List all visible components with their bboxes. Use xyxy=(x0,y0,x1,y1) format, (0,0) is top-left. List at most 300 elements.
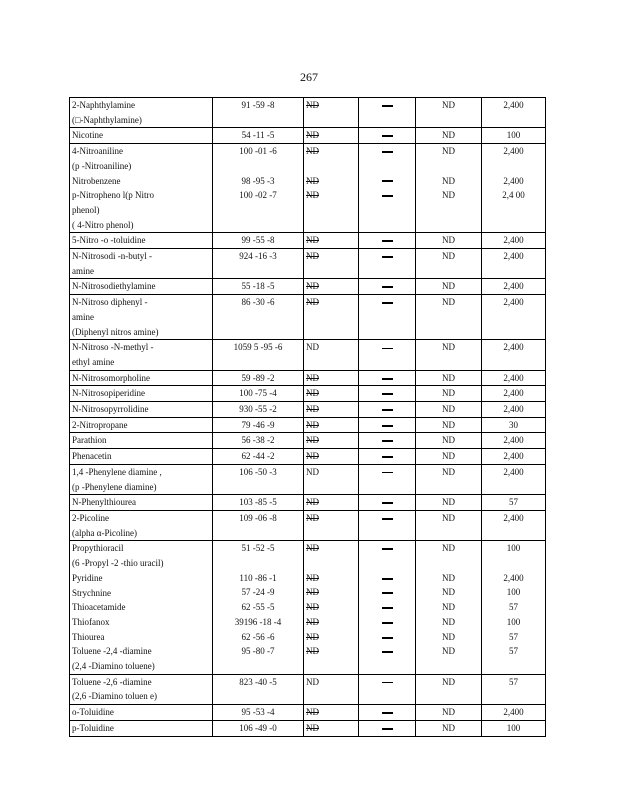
dash-cell xyxy=(359,402,416,418)
limit-d-value: ND xyxy=(442,146,455,157)
cas-number-cell xyxy=(213,433,304,449)
limit-e-value: 2,400 xyxy=(503,342,524,353)
cas-number: 56 -38 -2 xyxy=(241,435,275,446)
limit-d-cell xyxy=(416,495,482,511)
limit-d-cell xyxy=(416,464,482,494)
limit-b-value: ND xyxy=(306,543,319,554)
chemical-name: 2-Picoline xyxy=(72,512,109,523)
limit-e-cell xyxy=(482,402,546,418)
limit-d-value: ND xyxy=(442,281,455,292)
limit-b-cell xyxy=(304,279,359,295)
cas-number: 100 -02 -7 xyxy=(239,190,277,201)
limit-b-cell xyxy=(304,720,359,736)
chemical-name: Nitrobenzene xyxy=(72,175,121,186)
limit-e-value: 2,400 xyxy=(503,466,524,477)
limit-d-cell xyxy=(416,510,482,540)
chemical-name: ( 4-Nitro phenol) xyxy=(72,219,134,230)
chemical-name-cell xyxy=(70,417,213,433)
dash-mark xyxy=(382,622,393,624)
cas-number: 106 -49 -0 xyxy=(239,722,277,733)
dash-mark xyxy=(382,548,393,550)
dash-mark xyxy=(382,180,393,182)
limit-b-value: ND xyxy=(306,646,319,657)
table-row xyxy=(70,433,546,449)
dash-cell xyxy=(359,233,416,249)
table-row xyxy=(70,495,546,511)
limit-b-value: ND xyxy=(306,146,319,157)
chemical-name: 2-Naphthylamine xyxy=(72,100,135,110)
limit-b-value: ND xyxy=(306,466,319,477)
chemical-name: N-Nitroso diphenyl - xyxy=(72,297,148,308)
chemical-name: N-Nitrosodiethylamine xyxy=(72,281,156,292)
cas-number: 99 -55 -8 xyxy=(241,235,275,246)
table-row xyxy=(70,340,546,370)
limit-b-value: ND xyxy=(306,451,319,462)
limit-d-value: ND xyxy=(442,572,455,583)
limit-e-value: 2,400 xyxy=(503,404,524,415)
limit-e-value: 2,400 xyxy=(503,146,524,157)
chemical-name-cell xyxy=(70,128,213,144)
cas-number-cell xyxy=(213,386,304,402)
limit-b-cell xyxy=(304,417,359,433)
limit-e-cell xyxy=(482,705,546,721)
cas-number: 54 -11 -5 xyxy=(241,130,275,141)
chemical-name-cell xyxy=(70,705,213,721)
limit-d-value: ND xyxy=(442,100,455,110)
cas-number: 95 -80 -7 xyxy=(241,646,275,657)
cas-number-cell xyxy=(213,720,304,736)
limit-b-value: ND xyxy=(306,190,319,201)
cas-number: 95 -53 -4 xyxy=(241,707,275,718)
cas-number: 79 -46 -9 xyxy=(241,419,275,430)
limit-b-value: ND xyxy=(306,297,319,308)
dash-mark xyxy=(382,472,393,473)
limit-d-value: ND xyxy=(442,130,455,141)
cas-number-cell xyxy=(213,279,304,295)
dash-mark xyxy=(382,518,393,520)
chemical-name-cell xyxy=(70,98,213,128)
cas-number-cell xyxy=(213,249,304,279)
dash-mark xyxy=(382,302,393,304)
limit-b-cell xyxy=(304,674,359,704)
chemical-name: Strychnine xyxy=(72,587,111,598)
cas-number: 1059 5 -95 -6 xyxy=(233,342,283,353)
chemical-name-cell xyxy=(70,402,213,418)
cas-number-cell xyxy=(213,402,304,418)
limit-e-value: 2,400 xyxy=(503,251,524,262)
cas-number-cell xyxy=(213,705,304,721)
chemical-name: N-Phenylthiourea xyxy=(72,497,136,508)
chemical-name-cell xyxy=(70,249,213,279)
dash-cell xyxy=(359,144,416,233)
cas-number: 62 -44 -2 xyxy=(241,451,275,462)
cas-number: 98 -95 -3 xyxy=(241,175,275,186)
chemical-name-cell xyxy=(70,144,213,233)
chemical-name: Toluene -2,6 -diamine xyxy=(72,676,152,687)
cas-number-cell xyxy=(213,464,304,494)
cas-number-cell xyxy=(213,370,304,386)
limit-b-value: ND xyxy=(306,435,319,446)
chemical-name: N-Nitrosopiperidine xyxy=(72,388,145,399)
limit-b-value xyxy=(306,556,356,571)
limit-e-value: 100 xyxy=(506,722,521,733)
chemical-name: (□-Naphthylamine) xyxy=(72,114,142,125)
dash-mark xyxy=(382,637,393,639)
chemical-name: Propythioracil xyxy=(72,543,124,554)
limit-b-cell xyxy=(304,541,359,674)
chemical-name-cell xyxy=(70,449,213,465)
dash-cell xyxy=(359,720,416,736)
limit-e-value: 100 xyxy=(506,616,521,627)
chemical-name: Thiofanox xyxy=(72,616,110,627)
limit-e-cell xyxy=(482,495,546,511)
limit-e-value: 57 xyxy=(509,676,518,687)
dash-cell xyxy=(359,128,416,144)
dash-mark xyxy=(382,578,393,580)
chemical-table xyxy=(69,97,546,737)
table-row xyxy=(70,279,546,295)
limit-e-cell xyxy=(482,541,546,674)
chemical-name: (2,6 -Diamino toluen e) xyxy=(72,691,157,702)
dash-cell xyxy=(359,370,416,386)
chemical-name: Thioacetamide xyxy=(72,602,126,613)
limit-e-cell xyxy=(482,233,546,249)
limit-d-cell xyxy=(416,128,482,144)
chemical-name-cell xyxy=(70,279,213,295)
limit-b-cell xyxy=(304,449,359,465)
table-row xyxy=(70,386,546,402)
dash-cell xyxy=(359,541,416,674)
chemical-name: Pyridine xyxy=(72,572,103,583)
chemical-name: (6 -Propyl -2 -thio uracil) xyxy=(72,558,164,569)
cas-number: 823 -40 -5 xyxy=(239,676,277,687)
limit-b-value: ND xyxy=(306,372,319,383)
limit-e-value xyxy=(484,159,543,174)
limit-d-cell xyxy=(416,417,482,433)
table-row xyxy=(70,295,546,340)
limit-b-value: ND xyxy=(306,419,319,430)
limit-b-cell xyxy=(304,386,359,402)
dash-cell xyxy=(359,433,416,449)
cas-number: 62 -56 -6 xyxy=(241,631,275,642)
limit-d-cell xyxy=(416,433,482,449)
chemical-name-cell xyxy=(70,233,213,249)
chemical-name: amine xyxy=(72,311,94,322)
limit-e-cell xyxy=(482,417,546,433)
chemical-name: 4-Nitroaniline xyxy=(72,146,123,157)
limit-e-value: 2,400 xyxy=(503,435,524,446)
limit-b-value: ND xyxy=(306,602,319,613)
dash-mark xyxy=(382,728,393,730)
limit-b-value: ND xyxy=(306,631,319,642)
dash-mark xyxy=(382,502,393,504)
chemical-name-cell xyxy=(70,541,213,674)
limit-d-value: ND xyxy=(442,372,455,383)
cas-number: 106 -50 -3 xyxy=(239,466,277,477)
cas-number: 103 -85 -5 xyxy=(239,497,277,508)
limit-d-value: ND xyxy=(442,512,455,523)
chemical-name: (p -Nitroaniline) xyxy=(72,160,132,171)
chemical-name-cell xyxy=(70,720,213,736)
limit-e-value: 2,400 xyxy=(503,297,524,308)
dash-mark xyxy=(382,151,393,153)
limit-e-cell xyxy=(482,720,546,736)
chemical-name-cell xyxy=(70,386,213,402)
cas-number: 59 -89 -2 xyxy=(241,372,275,383)
limit-d-value: ND xyxy=(442,435,455,446)
cas-number: 86 -30 -6 xyxy=(241,297,275,308)
limit-b-value: ND xyxy=(306,235,319,246)
limit-d-value: ND xyxy=(442,602,455,613)
limit-d-value: ND xyxy=(442,297,455,308)
limit-d-value: ND xyxy=(442,235,455,246)
table-row xyxy=(70,464,546,494)
chemical-name-cell xyxy=(70,464,213,494)
dash-mark xyxy=(382,286,393,288)
chemical-name: N-Nitrosomorpholine xyxy=(72,372,150,383)
limit-e-cell xyxy=(482,279,546,295)
dash-mark xyxy=(382,682,393,683)
cas-number-cell xyxy=(213,541,304,674)
dash-cell xyxy=(359,249,416,279)
limit-d-value: ND xyxy=(442,388,455,399)
table-row xyxy=(70,449,546,465)
limit-d-value xyxy=(418,159,479,174)
cas-number xyxy=(215,159,301,174)
limit-b-value: ND xyxy=(306,100,319,110)
limit-b-value: ND xyxy=(306,342,319,353)
limit-e-cell xyxy=(482,295,546,340)
limit-d-cell xyxy=(416,144,482,233)
dash-mark xyxy=(382,105,393,107)
limit-d-value: ND xyxy=(442,404,455,415)
chemical-name-cell xyxy=(70,674,213,704)
limit-b-cell xyxy=(304,495,359,511)
limit-b-cell xyxy=(304,464,359,494)
limit-d-cell xyxy=(416,720,482,736)
cas-number: 51 -52 -5 xyxy=(241,543,275,554)
limit-d-cell xyxy=(416,279,482,295)
chemical-name: (2,4 -Diamino toluene) xyxy=(72,661,155,672)
chemical-name: Toluene -2,4 -diamine xyxy=(72,646,152,657)
cas-number: 91 -59 -8 xyxy=(241,100,275,110)
limit-d-value: ND xyxy=(442,616,455,627)
limit-e-value: 57 xyxy=(509,602,518,613)
cas-number-cell xyxy=(213,449,304,465)
limit-e-cell xyxy=(482,128,546,144)
limit-d-value: ND xyxy=(442,466,455,477)
dash-mark xyxy=(382,425,393,427)
limit-e-cell xyxy=(482,386,546,402)
limit-b-cell xyxy=(304,295,359,340)
cas-number-cell xyxy=(213,295,304,340)
limit-d-value: ND xyxy=(442,419,455,430)
limit-b-cell xyxy=(304,233,359,249)
limit-d-value: ND xyxy=(442,251,455,262)
chemical-name-cell xyxy=(70,340,213,370)
limit-b-value: ND xyxy=(306,676,319,687)
limit-d-value: ND xyxy=(442,631,455,642)
cas-number: 110 -86 -1 xyxy=(239,572,277,583)
dash-cell xyxy=(359,340,416,370)
table-row xyxy=(70,705,546,721)
limit-e-value: 2,400 xyxy=(503,372,524,383)
chemical-name: 1,4 -Phenylene diamine , xyxy=(72,466,162,477)
chemical-name: ethyl amine xyxy=(72,356,115,367)
dash-cell xyxy=(359,98,416,128)
limit-e-cell xyxy=(482,464,546,494)
limit-d-value: ND xyxy=(442,587,455,598)
limit-b-cell xyxy=(304,433,359,449)
limit-b-value: ND xyxy=(306,175,319,186)
limit-e-value: 2,400 xyxy=(503,100,524,110)
cas-number: 55 -18 -5 xyxy=(241,281,275,292)
limit-e-cell xyxy=(482,340,546,370)
cas-number: 39196 -18 -4 xyxy=(234,616,282,627)
limit-b-value: ND xyxy=(306,497,319,508)
table-row xyxy=(70,720,546,736)
dash-mark xyxy=(382,393,393,395)
dash-cell xyxy=(359,705,416,721)
limit-e-value: 2,400 xyxy=(503,512,524,523)
limit-d-cell xyxy=(416,249,482,279)
cas-number-cell xyxy=(213,417,304,433)
limit-b-value: ND xyxy=(306,130,319,141)
limit-e-value: 2,400 xyxy=(503,572,524,583)
chemical-name: Parathion xyxy=(72,435,107,446)
limit-e-value: 57 xyxy=(509,646,518,657)
limit-d-value: ND xyxy=(442,676,455,687)
limit-d-value: ND xyxy=(442,190,455,201)
limit-d-cell xyxy=(416,233,482,249)
limit-e-cell xyxy=(482,510,546,540)
cas-number: 930 -55 -2 xyxy=(239,404,277,415)
dash-cell xyxy=(359,417,416,433)
chemical-name: phenol) xyxy=(72,204,100,215)
table-row xyxy=(70,98,546,128)
dash-cell xyxy=(359,674,416,704)
chemical-name: o-Toluidine xyxy=(72,707,114,718)
limit-b-value: ND xyxy=(306,572,319,583)
dash-mark xyxy=(382,440,393,442)
dash-mark xyxy=(382,135,393,137)
limit-b-value: ND xyxy=(306,512,319,523)
limit-e-value: 2,400 xyxy=(503,707,524,718)
table-row xyxy=(70,541,546,674)
limit-d-cell xyxy=(416,705,482,721)
limit-b-value: ND xyxy=(306,616,319,627)
dash-mark xyxy=(382,256,393,258)
cas-number xyxy=(215,556,301,571)
table-row xyxy=(70,144,546,233)
chemical-name-cell xyxy=(70,495,213,511)
chemical-name-cell xyxy=(70,433,213,449)
dash-mark xyxy=(382,240,393,242)
cas-number-cell xyxy=(213,98,304,128)
limit-e-cell xyxy=(482,433,546,449)
limit-d-value: ND xyxy=(442,707,455,718)
cas-number-cell xyxy=(213,510,304,540)
chemical-name-cell xyxy=(70,295,213,340)
chemical-name: 2-Nitropropane xyxy=(72,419,128,430)
chemical-name: Nicotine xyxy=(72,130,103,141)
limit-d-value: ND xyxy=(442,342,455,353)
limit-e-value: 100 xyxy=(506,543,521,554)
limit-b-cell xyxy=(304,340,359,370)
cas-number-cell xyxy=(213,340,304,370)
table-row xyxy=(70,417,546,433)
limit-e-cell xyxy=(482,674,546,704)
dash-mark xyxy=(382,651,393,653)
limit-d-cell xyxy=(416,295,482,340)
limit-b-cell xyxy=(304,370,359,386)
cas-number: 100 -01 -6 xyxy=(239,146,277,157)
cas-number-cell xyxy=(213,144,304,233)
chemical-name: N-Nitroso -N-methyl - xyxy=(72,342,154,353)
dash-mark xyxy=(382,592,393,594)
limit-e-value: 2,4 00 xyxy=(502,190,525,201)
limit-b-value: ND xyxy=(306,404,319,415)
limit-d-value: ND xyxy=(442,451,455,462)
limit-e-value: 57 xyxy=(509,631,518,642)
cas-number-cell xyxy=(213,674,304,704)
limit-e-cell xyxy=(482,370,546,386)
dash-mark xyxy=(382,348,393,349)
limit-e-value: 2,400 xyxy=(503,388,524,399)
cas-number: 109 -06 -8 xyxy=(239,512,277,523)
limit-b-value: ND xyxy=(306,281,319,292)
dash-cell xyxy=(359,295,416,340)
limit-d-value: ND xyxy=(442,175,455,186)
dash-cell xyxy=(359,279,416,295)
cas-number-cell xyxy=(213,128,304,144)
limit-e-value: 2,400 xyxy=(503,235,524,246)
limit-e-value: 57 xyxy=(509,497,518,508)
chemical-name: p-Toluidine xyxy=(72,722,114,733)
dash-cell xyxy=(359,449,416,465)
limit-e-cell xyxy=(482,98,546,128)
limit-b-cell xyxy=(304,705,359,721)
limit-d-cell xyxy=(416,541,482,674)
limit-b-cell xyxy=(304,144,359,233)
limit-b-value: ND xyxy=(306,251,319,262)
table-row xyxy=(70,674,546,704)
cas-number-cell xyxy=(213,233,304,249)
limit-d-value: ND xyxy=(442,646,455,657)
limit-b-cell xyxy=(304,510,359,540)
chemical-name: (p -Phenylene diamine) xyxy=(72,481,157,492)
dash-mark xyxy=(382,195,393,197)
cas-number: 924 -16 -3 xyxy=(239,251,277,262)
dash-mark xyxy=(382,712,393,714)
limit-e-value: 2,400 xyxy=(503,281,524,292)
limit-d-cell xyxy=(416,340,482,370)
limit-d-value: ND xyxy=(442,543,455,554)
limit-e-value: 2,400 xyxy=(503,175,524,186)
table-row xyxy=(70,402,546,418)
limit-e-cell xyxy=(482,144,546,233)
table-row xyxy=(70,370,546,386)
limit-d-value: ND xyxy=(442,497,455,508)
limit-b-value: ND xyxy=(306,722,319,733)
chemical-name: 5-Nitro -o -toluidine xyxy=(72,235,146,246)
chemical-name: (alpha α-Picoline) xyxy=(72,527,137,538)
table-row xyxy=(70,510,546,540)
chemical-name: N-Nitrosodi -n-butyl - xyxy=(72,251,152,262)
chemical-name: Thiourea xyxy=(72,631,105,642)
chemical-name: p-Nitropheno l(p Nitro xyxy=(72,190,154,201)
table-row xyxy=(70,233,546,249)
